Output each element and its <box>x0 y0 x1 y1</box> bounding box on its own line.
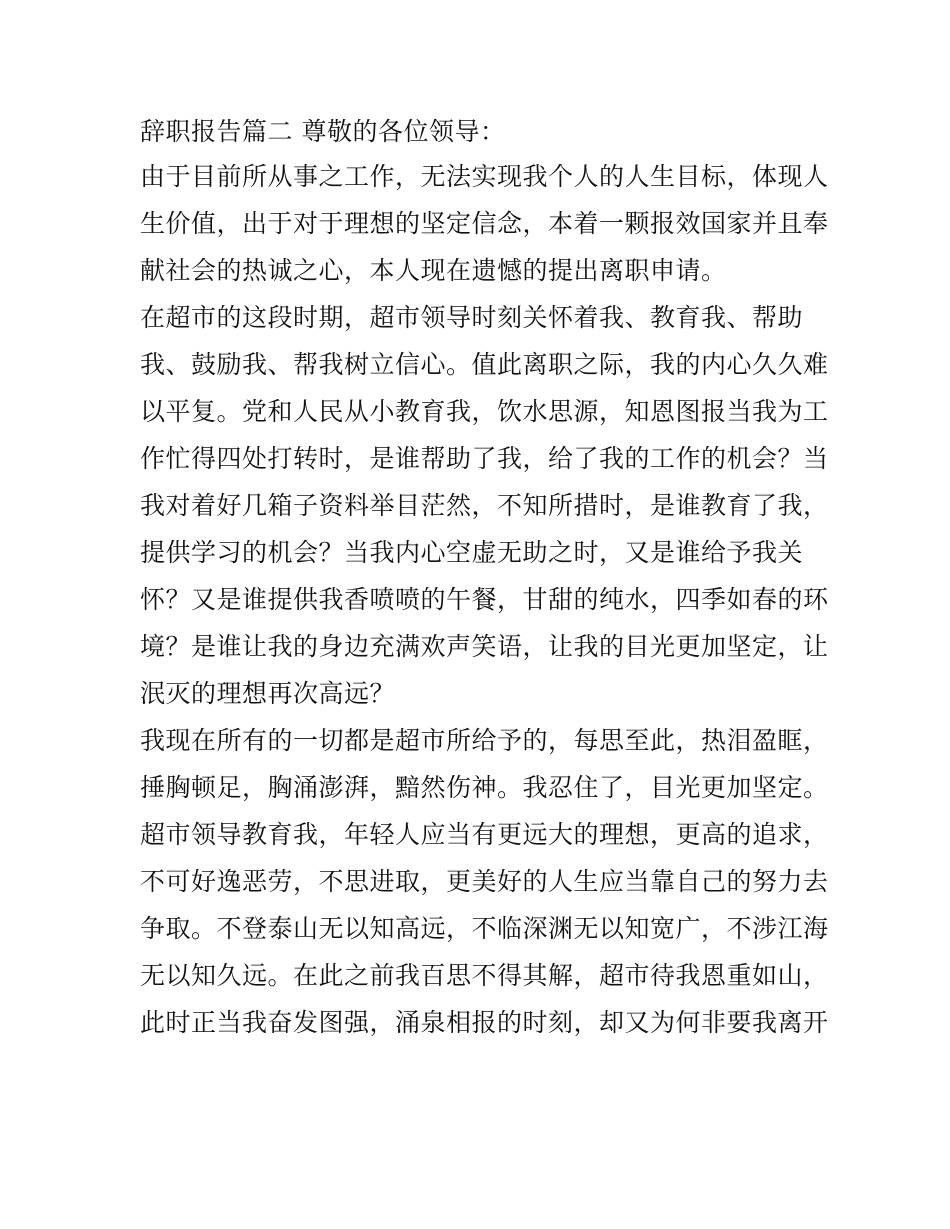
text-line: 无以知久远。在此之前我百思不得其解，超市待我恩重如山， <box>140 961 829 990</box>
text-line: 由于目前所从事之工作，无法实现我个人的人生目标，体现人 <box>140 162 829 191</box>
text-line: 超市领导教育我，年轻人应当有更远大的理想，更高的追求， <box>140 820 829 849</box>
text-line: 以平复。党和人民从小教育我，饮水思源，知恩图报当我为工 <box>140 397 829 426</box>
text-line: 捶胸顿足，胸涌澎湃，黯然伤神。我忍住了，目光更加坚定。 <box>140 773 829 802</box>
document-body <box>140 110 829 1046</box>
text-line: 在超市的这段时期，超市领导时刻关怀着我、教育我、帮助 <box>140 303 804 332</box>
text-line: 作忙得四处打转时，是谁帮助了我，给了我的工作的机会？当 <box>140 444 829 473</box>
text-line: 此时正当我奋发图强，涌泉相报的时刻，却又为何非要我离开 <box>140 1008 829 1037</box>
text-line: 境？是谁让我的身边充满欢声笑语，让我的目光更加坚定，让 <box>140 632 829 661</box>
text-line: 献社会的热诚之心，本人现在遗憾的提出离职申请。 <box>140 256 727 285</box>
text-line: 争取。不登泰山无以知高远，不临深渊无以知宽广，不涉江海 <box>140 914 829 943</box>
text-line: 泯灭的理想再次高远？ <box>140 679 396 708</box>
text-line: 生价值，出于对于理想的坚定信念，本着一颗报效国家并且奉 <box>140 209 829 238</box>
text-line: 我、鼓励我、帮我树立信心。值此离职之际，我的内心久久难 <box>140 350 829 379</box>
text-line: 不可好逸恶劳，不思进取，更美好的人生应当靠自己的努力去 <box>140 867 829 896</box>
text-line: 我对着好几箱子资料举目茫然，不知所措时，是谁教育了我， <box>140 491 829 520</box>
document-title-line: 辞职报告篇二 尊敬的各位领导： <box>140 117 506 146</box>
text-line: 我现在所有的一切都是超市所给予的，每思至此，热泪盈眶， <box>140 726 829 755</box>
text-line: 提供学习的机会？当我内心空虚无助之时，又是谁给予我关 <box>140 538 804 567</box>
text-line: 怀？又是谁提供我香喷喷的午餐，甘甜的纯水，四季如春的环 <box>140 585 829 614</box>
